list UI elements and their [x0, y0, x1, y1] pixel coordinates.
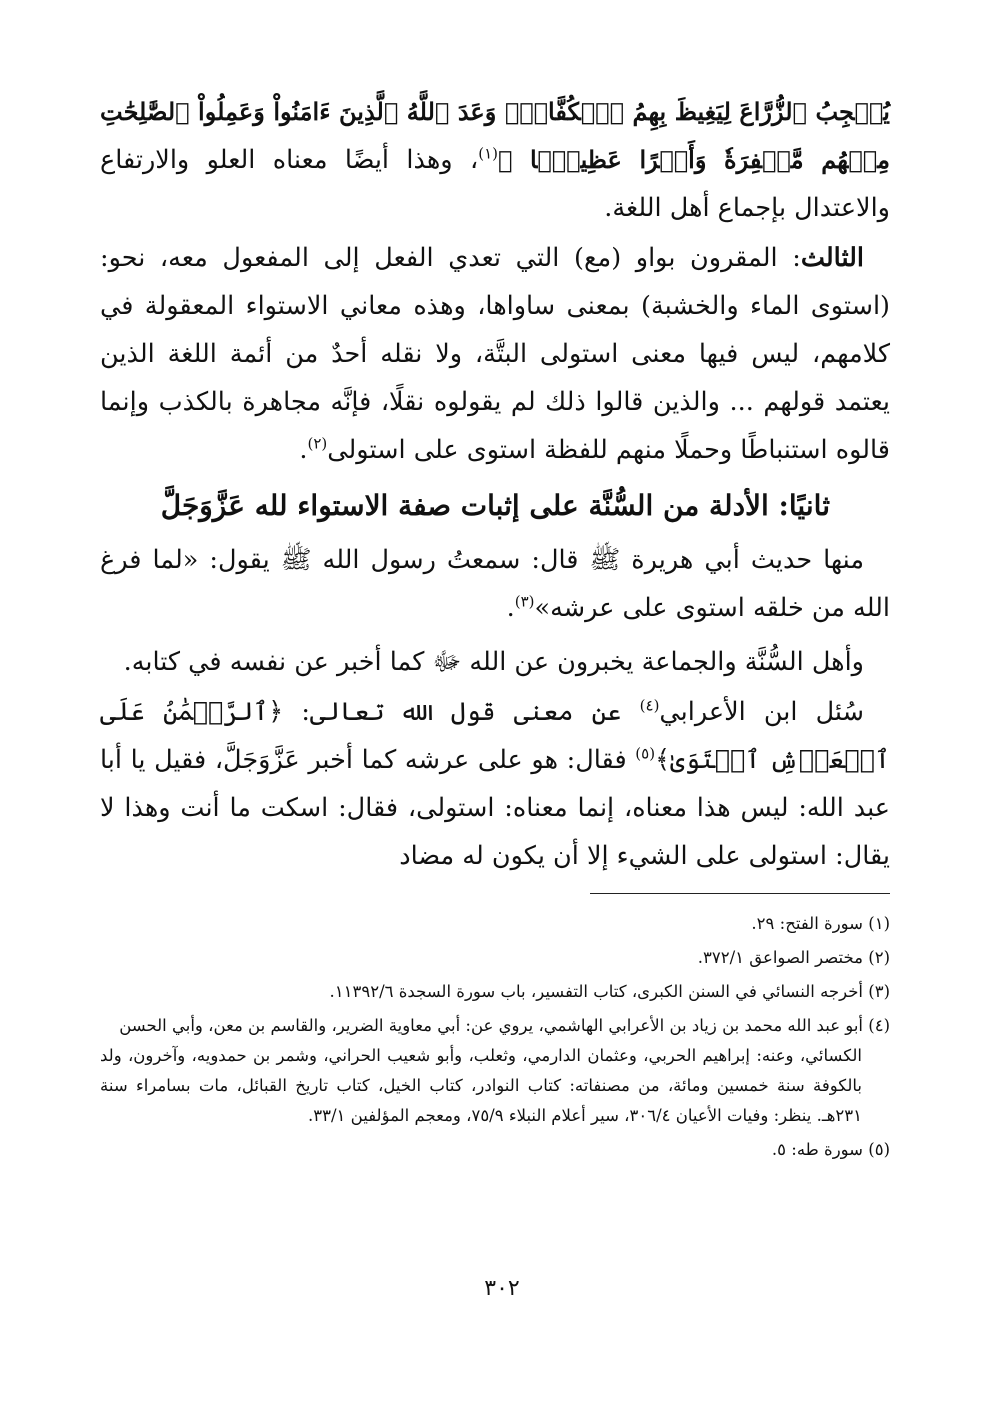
- paragraph-quran-verse: [100, 88, 890, 232]
- footnote-divider: [590, 893, 890, 894]
- page-body: [100, 88, 890, 880]
- footnote-ref-5[interactable]: (٥): [635, 744, 656, 763]
- footnote-ref-3[interactable]: (٣): [514, 592, 535, 611]
- footnote-5: (٥) سورة طه: ٥.: [771, 1140, 890, 1159]
- footnote-ref-1[interactable]: (١): [478, 144, 499, 163]
- footnotes: [100, 905, 890, 1165]
- paragraph-end: .: [299, 435, 308, 465]
- paragraph-end: .: [506, 593, 515, 623]
- paragraph-text: ، وهذا أيضًا معناه العلو والارتفاع والاعتدال بإجماع أهل اللغة.: [100, 145, 890, 223]
- footnote-4-continued: الكسائي، وعنه: إبراهيم الحربي، وعثمان الدارمي، وثعلب، وأبو شعيب الحراني، وشمر بن حمدويه، وآخرون، ولد بالكوفة سنة خمسين ومائة، من مصنفاته: كتاب النوادر، كتاب الخيل، كتاب تاريخ القبائل، مات بسامراء سنة ٢٣١هـ. ينظر: وفيات الأعيان ٣٠٦/٤، سير أعلام النبلاء ٧٥/٩، ومعجم المؤلفين ٣٣/١.: [100, 1046, 862, 1125]
- footnote-1: (١) سورة الفتح: ٢٩.: [751, 914, 890, 933]
- paragraph-text: فقال: هو على عرشه كما أخبر عَزَّوَجَلَّ، فقيل يا أبا عبد الله: ليس هذا معناه، إنما معناه: استولى، فقال: اسكت ما أنت وهذا لا يقال: استولى على الشيء إلا أن يكون له مضاد: [100, 745, 890, 871]
- paragraph-text: منها حديث أبي هريرة ﷺ قال: سمعتُ رسول الله ﷺ يقول: «لما فرغ الله من خلقه استوى على عرشه»: [100, 545, 890, 623]
- paragraph-hadith: [100, 536, 890, 632]
- paragraph-text: : المقرون بواو (مع) التي تعدي الفعل إلى المفعول معه، نحو: (استوى الماء والخشبة) بمعنى ساواها، وهذه معاني الاستواء المعقولة في كلامهم، ليس فيها معنى استولى البتَّة، ولا نقله أحدٌ من أئمة اللغة الذين يعتمد قولهم ... والذين قالوا ذلك لم يقولوه نقلًا، فإنَّه مجاهرة بالكذب وإنما قالوه استنباطًا وحملًا منهم للفظة استوى على استولى: [100, 243, 890, 465]
- section-heading: ثانيًا: الأدلة من السُّنَّة على إثبات صفة الاستواء لله عَزَّوَجَلَّ: [160, 489, 830, 522]
- paragraph-ibn-arabi: [100, 688, 890, 880]
- quran-verse: يُعۡجِبُ ٱلزُّرَّاعَ لِيَغِيظَ بِهِمُ ٱلۡكُفَّارَۗ وَعَدَ ٱللَّهُ ٱلَّذِينَ ءَامَنُواْ وَعَمِلُواْ ٱلصَّٰلِحَٰتِ مِنۡهُم مَّغۡفِرَةٗ وَأَجۡرًا عَظِيمَۢا ﴾: [100, 97, 890, 174]
- paragraph-ahl-sunnah: وأهل السُّنَّة والجماعة يخبرون عن الله ﷻ كما أخبر عن نفسه في كتابه.: [123, 647, 864, 677]
- paragraph-third-meaning: [100, 234, 890, 474]
- footnote-ref-2[interactable]: (٢): [307, 434, 328, 453]
- footnote-ref-4[interactable]: (٤): [639, 696, 660, 715]
- footnote-2: (٢) مختصر الصواعق ٣٧٢/١.: [697, 948, 890, 967]
- page-number: ٣٠٢: [484, 1276, 520, 1301]
- footnote-4: (٤) أبو عبد الله محمد بن زياد بن الأعرابي الهاشمي، يروي عن: أبي معاوية الضرير، والقاسم بن معن، وأبي الحسن: [119, 1016, 890, 1035]
- footnote-3: (٣) أخرجه النسائي في السنن الكبرى، كتاب التفسير، باب سورة السجدة ١١٣٩٢/٦.: [329, 982, 890, 1001]
- quran-verse: عن معنى قول الله تعالى: ﴿ٱلرَّحۡمَٰنُ عَلَى ٱلۡعَرۡشِ ٱسۡتَوَىٰ﴾: [100, 697, 890, 775]
- paragraph-text: سُئل ابن الأعرابي: [659, 697, 864, 727]
- section-label-third: الثالث: [800, 243, 864, 273]
